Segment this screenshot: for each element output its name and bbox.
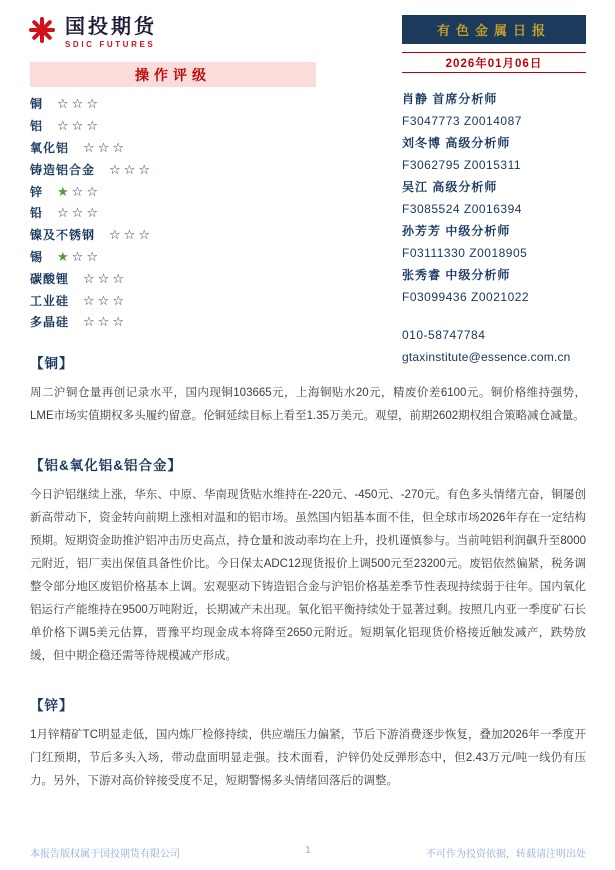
metal-label: 镍及不锈钢 [30,228,96,243]
metal-label: 氧化铝 [30,140,70,155]
analyst-codes: F3047773 Z0014087 [402,114,522,128]
analyst-codes: F03111330 Z0018905 [402,246,528,260]
analyst-name: 肖静 首席分析师 [402,92,498,106]
footer-disclaimer: 不可作为投资依据，转载请注明出处 [426,849,586,860]
section-copper [30,352,586,428]
contact-phone: 010-58747784 [402,328,486,342]
metal-label: 碳酸锂 [30,271,70,286]
star-navy: ☆☆☆ [109,227,153,243]
section-body: 1月锌精矿TC明显走低，国内炼厂检修持续，供应端压力偏紧，节后下游消费逐步恢复，叠加2026年一季度开门红预期，节后多头入场，带动盘面明显走强。技术面看，沪锌仍处反弹形态中，但2.43万元/吨一线仍有压力。另外，下游对高价锌接受度不足，短期警惕多头情绪回落后的调整。 [30,729,586,787]
star-rating [109,228,153,241]
metal-label: 铜 [30,97,44,112]
ratings-banner [30,62,316,87]
metal-label: 多晶硅 [30,315,70,330]
date-divider-top [402,52,586,53]
metal-label: 铅 [30,206,44,221]
date-divider-bottom [402,72,586,73]
report-title-box [402,15,586,44]
rating-row-alumina [30,137,350,159]
logo-starburst-icon [28,16,56,49]
star-rating [83,272,127,285]
star-navy: ☆☆ [71,248,101,264]
rating-row-copper [30,93,350,115]
metal-label: 工业硅 [30,293,70,308]
footer-copyright: 本报告版权属于国投期货有限公司 [30,849,180,860]
section-aluminum-alumina-alloy [30,454,586,668]
contact-email: gtaxinstitute@essence.com.cn [402,350,571,364]
star-rating [83,294,127,307]
company-logo [28,16,157,49]
star-navy: ☆☆☆ [57,96,101,112]
section-body: 周二沪铜仓量再创记录水平，国内现铜103665元，上海铜贴水20元，精废价差6100元。铜价格维持强势，LME市场实值期权多头履约留意。伦铜延续目标上看至1.35万美元。观望，前期2602期权组合策略减仓减量。 [30,387,586,422]
metal-label: 铝 [30,119,44,134]
analyst-name: 吴江 高级分析师 [402,180,498,194]
rating-row-industrial-silicon [30,289,350,311]
star-navy: ☆☆ [71,183,101,199]
metal-label: 铸造铝合金 [30,162,96,177]
star-navy: ☆☆☆ [57,118,101,134]
rating-row-lead [30,202,350,224]
analyst-name: 刘冬博 高级分析师 [402,136,511,150]
report-date: 2026年01月06日 [445,58,543,70]
star-rating [57,97,101,110]
star-green: ★ [57,183,72,199]
star-navy: ☆☆☆ [83,270,127,286]
report-title: 有色金属日报 [436,23,551,38]
rating-row-cast-aluminum-alloy [30,158,350,180]
rating-row-polysilicon [30,311,350,333]
rating-row-nickel-stainless [30,224,350,246]
metal-label: 锡 [30,249,44,264]
section-heading: 【铝&氧化铝&铝合金】 [30,458,182,473]
analyst-name: 孙芳芳 中级分析师 [402,224,511,238]
metal-label: 锌 [30,184,44,199]
star-rating [83,315,127,328]
section-body: 今日沪铝继续上涨，华东、中原、华南现货贴水维持在-220元、-450元、-270元。有色多头情绪亢奋，铜屡创新高带动下，资金转向前期上涨相对温和的铝市场。虽然国内铝基本面不佳，但全球市场2026年存在一定结构预期。短期资金助推沪铝冲击历史高点，持仓量和波动率均在上升，投机谨慎参与。当前吨铝利润飙升至8000元附近，铝厂卖出保值具备性价比。今日保太ADC12现货报价上调500元至23200元。废铝依然偏紧，税务调整令部分地区废铝价格基本上调。宏观驱动下铸造铝合金与沪铝价格基差季节性表现持续弱于往年。国内氧化铝运行产能维持在9500万吨附近，长期减产未出现。氧化铝平衡持续处于显著过剩。按照几内亚一季度矿石长单价格下调5美元估算，晋豫平均现金成本将降至2650元附近。短期氧化铝现货价格接近触发减产，跌势放缓，但中期企稳还需等待规模减产形成。 [30,489,586,662]
star-navy: ☆☆☆ [83,139,127,155]
star-rating [57,119,101,132]
star-rating [57,250,101,263]
ratings-list [30,93,350,333]
logo-name-cn: 国投期货 [65,16,157,38]
rating-row-aluminum [30,115,350,137]
analyst-panel [402,88,602,368]
rating-row-zinc [30,180,350,202]
footer-page-number: 1 [305,845,311,856]
star-rating [57,206,101,219]
section-heading: 【锌】 [30,698,74,713]
star-rating [57,185,101,198]
star-navy: ☆☆☆ [109,161,153,177]
star-rating [83,141,127,154]
analyst-codes: F03099436 Z0021022 [402,290,530,304]
analyst-codes: F3085524 Z0016394 [402,202,522,216]
section-zinc [30,694,586,793]
star-green: ★ [57,248,72,264]
star-navy: ☆☆☆ [57,205,101,221]
star-rating [109,163,153,176]
report-content [30,352,586,819]
rating-row-lithium-carbonate [30,267,350,289]
ratings-title: 操作评级 [135,66,211,83]
star-navy: ☆☆☆ [83,314,127,330]
analyst-codes: F3062795 Z0015311 [402,158,522,172]
rating-row-tin [30,246,350,268]
logo-name-en: SDIC FUTURES [65,40,156,49]
star-navy: ☆☆☆ [83,292,127,308]
section-heading: 【铜】 [30,356,74,371]
analyst-name: 张秀睿 中级分析师 [402,268,511,282]
